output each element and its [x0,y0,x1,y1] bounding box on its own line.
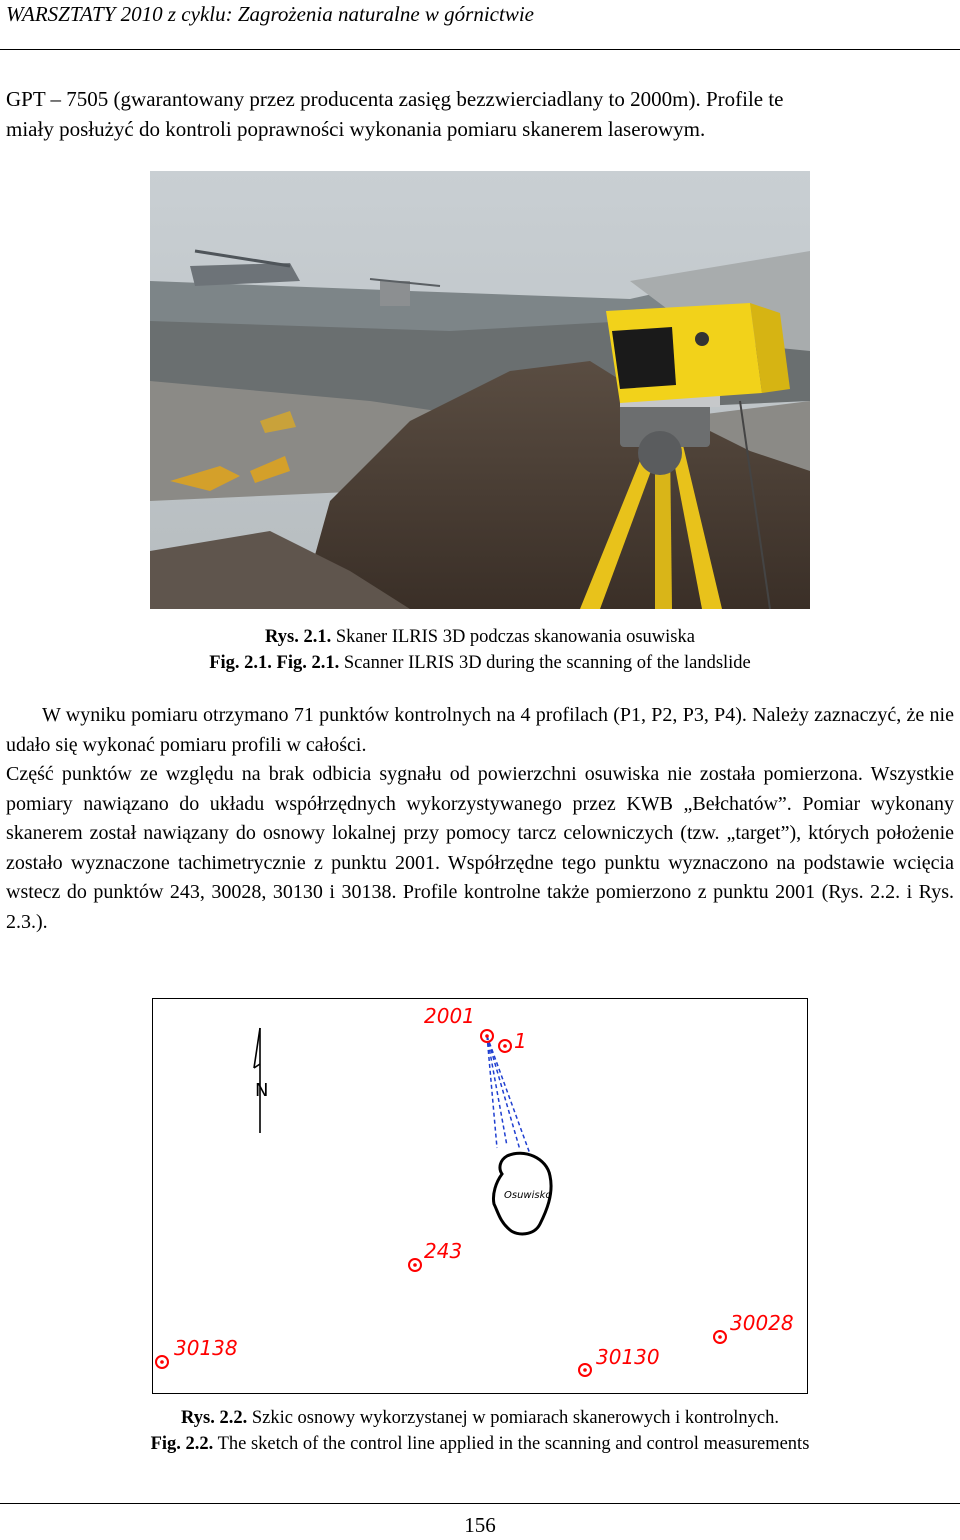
landslide-label: Osuwisko [504,1190,552,1201]
point-label-30130: 30130 [596,1345,660,1369]
page-number: 156 [464,1513,496,1537]
figure-1-caption-en [0,650,960,676]
body-paragraph-2: Część punktów ze względu na brak odbicia sygnału od powierzchni osuwiska nie została pomierzona. Wszystkie pomiary nawiązano do układu współrzędnych wykorzystywanego przez KWB „Bełchatów”. Pomiar wykonany skanerem został nawiązany do osnowy lokalnej przy pomocy tarcz celowniczych (tzw. „target”), których położenie zostało wyznaczone tachimetrycznie z punktu 2001. Współrzędne tego punktu wyznaczono na podstawie wcięcia wstecz do punktów 243, 30028, 30130 i 30138. Profile kontrolne także pomierzono z punktu 2001 (Rys. 2.2. i Rys. 2.3.). [6,763,954,933]
caption-label: Rys. 2.1. [265,627,332,647]
north-label: N [255,1080,269,1101]
caption-text: Scanner ILRIS 3D during the scanning of the landslide [339,653,751,673]
intro-line-2: miały posłużyć do kontroli poprawności wykonania pomiaru skanerem laserowym. [6,117,706,141]
figure-2-caption-pl [0,1405,960,1431]
scanner-photo [150,171,810,609]
caption-label: Fig. 2.1. Fig. 2.1. [209,653,340,673]
body-paragraph-1: W wyniku pomiaru otrzymano 71 punktów kontrolnych na 4 profilach (P1, P2, P3, P4). Należy zaznaczyć, że nie udało się wykonać pomiaru profili w całości. [6,704,954,756]
figure-2-caption-en [0,1431,960,1457]
intro-line-1: GPT – 7505 (gwarantowany przez producenta zasięg bezzwierciadlany to 2000m). Profile te [6,87,784,111]
point-label-1: 1 [514,1029,527,1053]
caption-label: Rys. 2.2. [181,1408,248,1428]
point-label-2001: 2001 [424,1004,475,1028]
caption-label: Fig. 2.2. [150,1434,214,1454]
point-label-30028: 30028 [730,1311,794,1335]
control-network-sketch [152,998,808,1394]
caption-text: Szkic osnowy wykorzystanej w pomiarach skanerowych i kontrolnych. [247,1408,779,1428]
caption-text: The sketch of the control line applied in the scanning and control measurements [213,1434,810,1454]
caption-text: Skaner ILRIS 3D podczas skanowania osuwiska [331,627,695,647]
point-label-243: 243 [424,1239,463,1263]
point-label-30138: 30138 [174,1336,238,1360]
figure-1-caption-pl [0,624,960,650]
running-header: WARSZTATY 2010 z cyklu: Zagrożenia naturalne w górnictwie [6,2,534,26]
footer-rule [0,1503,960,1504]
header-rule [0,49,960,50]
